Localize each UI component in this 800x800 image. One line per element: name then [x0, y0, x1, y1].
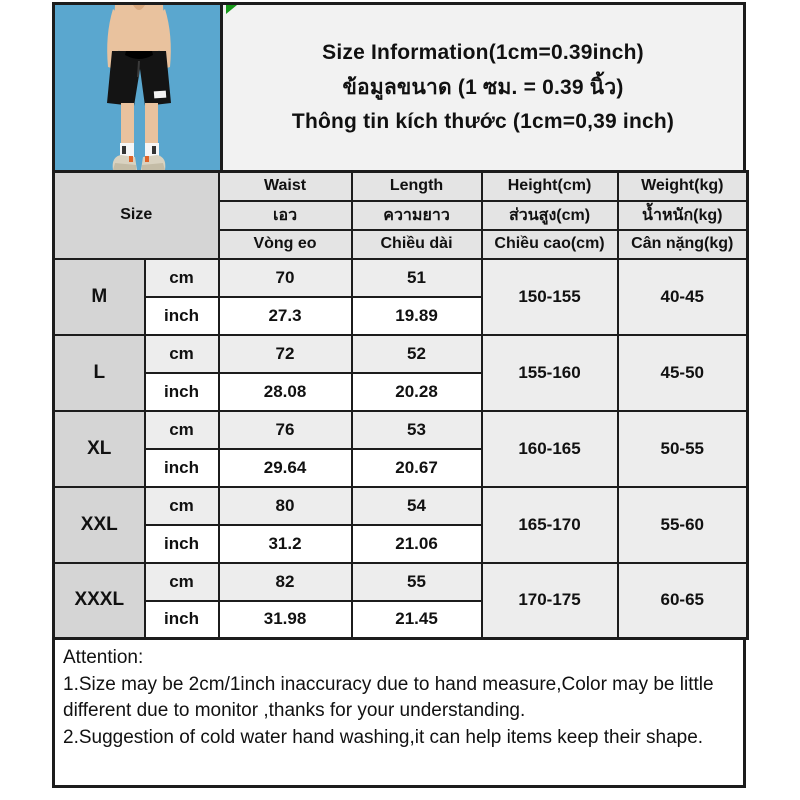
unit-inch: inch — [145, 297, 219, 335]
col-length-vi: Chiều dài — [352, 230, 482, 259]
col-height-en: Height(cm) — [482, 172, 618, 201]
length-inch-value: 21.45 — [352, 601, 482, 639]
table-row — [54, 259, 748, 297]
weight-value: 60-65 — [618, 563, 748, 639]
attention-line-1: 1.Size may be 2cm/1inch inaccuracy due to hand measure,Color may be little different due to monitor ,thanks for your understanding. — [63, 673, 714, 722]
attention-notes — [52, 640, 746, 788]
waist-inch-value: 31.2 — [219, 525, 352, 563]
product-photo — [55, 5, 223, 170]
size-label-xxxl: XXXL — [54, 563, 145, 639]
top-section — [52, 2, 746, 170]
size-table — [52, 170, 749, 640]
waist-cm-value: 70 — [219, 259, 352, 297]
unit-inch: inch — [145, 525, 219, 563]
waist-inch-value: 28.08 — [219, 373, 352, 411]
unit-cm: cm — [145, 487, 219, 525]
height-value: 150-155 — [482, 259, 618, 335]
weight-value: 45-50 — [618, 335, 748, 411]
length-cm-value: 54 — [352, 487, 482, 525]
height-value: 160-165 — [482, 411, 618, 487]
size-label-l: L — [54, 335, 145, 411]
height-value: 155-160 — [482, 335, 618, 411]
length-cm-value: 52 — [352, 335, 482, 373]
unit-inch: inch — [145, 601, 219, 639]
length-cm-value: 55 — [352, 563, 482, 601]
size-label-xl: XL — [54, 411, 145, 487]
attention-line-2: 2.Suggestion of cold water hand washing,it can help items keep their shape. — [63, 726, 704, 748]
col-length-en: Length — [352, 172, 482, 201]
col-weight-en: Weight(kg) — [618, 172, 748, 201]
waist-cm-value: 76 — [219, 411, 352, 449]
unit-cm: cm — [145, 411, 219, 449]
size-chart-sheet — [52, 2, 746, 788]
waist-inch-value: 29.64 — [219, 449, 352, 487]
table-row — [54, 487, 748, 525]
col-length-th: ความยาว — [352, 201, 482, 230]
weight-value: 40-45 — [618, 259, 748, 335]
title-vietnamese: Thông tin kích thước (1cm=0,39 inch) — [291, 110, 675, 133]
weight-value: 50-55 — [618, 411, 748, 487]
height-value: 165-170 — [482, 487, 618, 563]
unit-inch: inch — [145, 449, 219, 487]
unit-inch: inch — [145, 373, 219, 411]
waist-cm-value: 72 — [219, 335, 352, 373]
title-thai: ข้อมูลขนาด (1 ซม. = 0.39 นิ้ว) — [342, 76, 624, 99]
model-wearing-shorts-illustration — [55, 5, 223, 170]
waist-inch-value: 31.98 — [219, 601, 352, 639]
waist-cm-value: 82 — [219, 563, 352, 601]
length-inch-value: 20.28 — [352, 373, 482, 411]
col-waist-vi: Vòng eo — [219, 230, 352, 259]
length-inch-value: 20.67 — [352, 449, 482, 487]
col-waist-th: เอว — [219, 201, 352, 230]
table-row — [54, 411, 748, 449]
unit-cm: cm — [145, 563, 219, 601]
length-cm-value: 51 — [352, 259, 482, 297]
attention-heading: Attention: — [63, 647, 144, 668]
size-info-title — [223, 5, 743, 170]
length-inch-value: 19.89 — [352, 297, 482, 335]
weight-value: 55-60 — [618, 487, 748, 563]
unit-cm: cm — [145, 259, 219, 297]
col-height-vi: Chiều cao(cm) — [482, 230, 618, 259]
length-cm-value: 53 — [352, 411, 482, 449]
size-header-cell: Size — [54, 172, 219, 259]
size-label-xxl: XXL — [54, 487, 145, 563]
unit-cm: cm — [145, 335, 219, 373]
waist-cm-value: 80 — [219, 487, 352, 525]
waist-inch-value: 27.3 — [219, 297, 352, 335]
table-row — [54, 335, 748, 373]
length-inch-value: 21.06 — [352, 525, 482, 563]
col-weight-vi: Cân nặng(kg) — [618, 230, 748, 259]
green-corner-marker-icon — [226, 5, 237, 14]
col-weight-th: น้ำหนัก(kg) — [618, 201, 748, 230]
size-label-m: M — [54, 259, 145, 335]
title-english: Size Information(1cm=0.39inch) — [322, 41, 644, 64]
col-height-th: ส่วนสูง(cm) — [482, 201, 618, 230]
table-row — [54, 563, 748, 601]
col-waist-en: Waist — [219, 172, 352, 201]
height-value: 170-175 — [482, 563, 618, 639]
